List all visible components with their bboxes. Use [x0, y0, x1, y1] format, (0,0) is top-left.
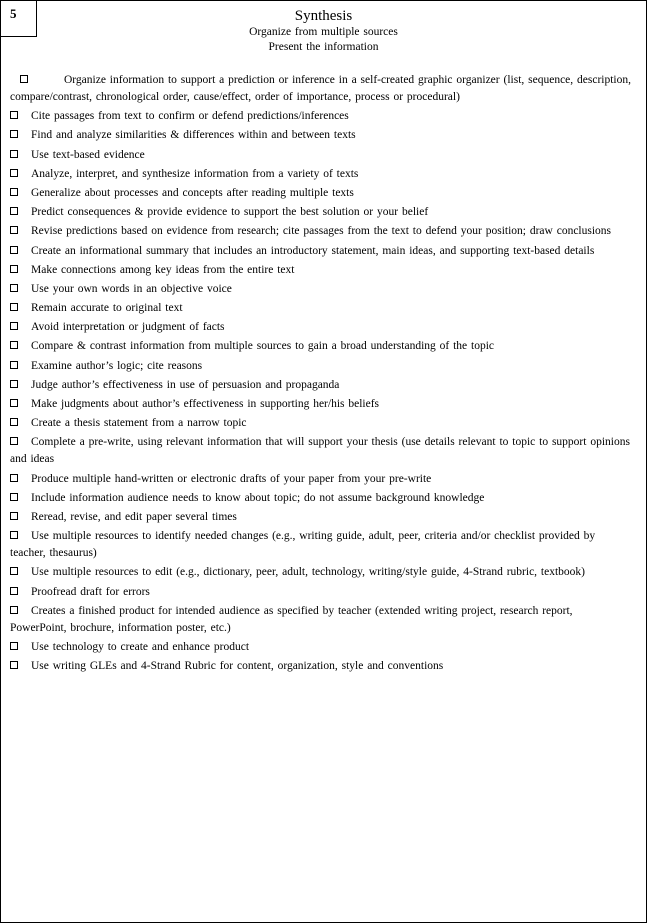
checkbox-icon[interactable] [10, 418, 18, 426]
checkbox-icon[interactable] [10, 322, 18, 330]
subtitle-1: Organize from multiple sources [249, 26, 398, 38]
checklist-item [10, 166, 632, 183]
checklist-item-text: Include information audience needs to know about topic; do not assume background knowledge [31, 491, 485, 504]
checklist-item-text: Revise predictions based on evidence from research; cite passages from the text to defend your position; draw conclusions [31, 225, 612, 238]
checklist-item [10, 490, 632, 507]
checklist-item-text: Make judgments about author’s effectiveness in supporting her/his beliefs [31, 398, 380, 410]
checklist-item-text: Examine author’s logic; cite reasons [31, 359, 203, 372]
checklist [10, 72, 632, 677]
checklist-item [10, 72, 632, 106]
checklist-item [10, 584, 632, 601]
checklist-item-text: Use technology to create and enhance product [31, 640, 250, 653]
checkbox-icon[interactable] [10, 380, 18, 388]
checklist-item [10, 147, 632, 164]
checkbox-icon[interactable] [10, 361, 18, 369]
checkbox-icon[interactable] [10, 246, 18, 254]
checklist-item [10, 281, 632, 298]
checklist-item [10, 223, 632, 240]
checklist-item-text: Organize information to support a prediction or inference in a self-created graphic organizer (list, sequence, description, compare/contrast, chronological order, cause/effect, order of importance, process or procedural) [10, 74, 631, 103]
checklist-item [10, 358, 632, 375]
checklist-item [10, 528, 632, 562]
checklist-item [10, 319, 632, 336]
checklist-item-text: Use your own words in an objective voice [31, 282, 232, 295]
page-title: Synthesis [294, 8, 353, 24]
checklist-item [10, 243, 632, 260]
checkbox-icon[interactable] [10, 284, 18, 292]
checkbox-icon[interactable] [10, 531, 18, 539]
checkbox-icon[interactable] [10, 661, 18, 669]
checklist-item-text: Find and analyze similarities & differences within and between texts [31, 129, 356, 142]
checklist-item-text: Analyze, interpret, and synthesize information from a variety of texts [31, 167, 359, 180]
checkbox-icon[interactable] [10, 188, 18, 196]
checklist-item [10, 434, 632, 468]
checkbox-icon[interactable] [10, 341, 18, 349]
checklist-item-text: Compare & contrast information from multiple sources to gain a broad understanding of the topic [31, 340, 495, 353]
checklist-item-text: Complete a pre-write, using relevant information that will support your thesis (use details relevant to topic to support opinions and ideas [10, 436, 630, 466]
page-number: 5 [1, 1, 37, 37]
checklist-item-text: Remain accurate to original text [31, 302, 183, 315]
checklist-item [10, 639, 632, 656]
checklist-item [10, 185, 632, 202]
checklist-item [10, 509, 632, 526]
checklist-item [10, 108, 632, 125]
subtitle-2: Present the information [268, 41, 379, 53]
checklist-item [10, 262, 632, 279]
checkbox-icon[interactable] [10, 587, 18, 595]
checklist-item-text: Judge author’s effectiveness in use of persuasion and propaganda [31, 378, 340, 391]
checklist-item [10, 396, 632, 413]
checkbox-icon[interactable] [10, 265, 18, 273]
checkbox-icon[interactable] [10, 437, 18, 445]
checklist-item [10, 204, 632, 221]
checklist-item [10, 415, 632, 432]
checklist-item-text: Create an informational summary that includes an introductory statement, main ideas, and supporting text-based details [31, 244, 595, 257]
checkbox-icon[interactable] [10, 606, 18, 614]
checkbox-icon[interactable] [10, 111, 18, 119]
checkbox-icon[interactable] [10, 474, 18, 482]
checkbox-icon[interactable] [10, 226, 18, 234]
checklist-item-text: Use multiple resources to edit (e.g., dictionary, peer, adult, technology, writing/style guide, 4-Strand rubric, textbook) [31, 566, 586, 579]
checklist-item-text: Predict consequences & provide evidence to support the best solution or your belief [31, 206, 429, 219]
checklist-item [10, 377, 632, 394]
checkbox-icon[interactable] [10, 169, 18, 177]
checklist-item-text: Proofread draft for errors [31, 585, 150, 598]
checklist-item-text: Use multiple resources to identify needed changes (e.g., writing guide, adult, peer, criteria and/or checklist provided by teacher, thesaurus) [10, 530, 596, 560]
checkbox-icon[interactable] [20, 75, 28, 83]
header [1, 7, 646, 55]
checklist-item [10, 564, 632, 581]
checklist-item-text: Produce multiple hand-written or electronic drafts of your paper from your pre-write [31, 472, 432, 485]
checklist-item [10, 603, 632, 637]
checkbox-icon[interactable] [10, 512, 18, 520]
checkbox-icon[interactable] [10, 567, 18, 575]
checkbox-icon[interactable] [10, 399, 18, 407]
checklist-item-text: Creates a finished product for intended audience as specified by teacher (extended writing project, research report, PowerPoint, brochure, information poster, etc.) [10, 604, 573, 634]
checkbox-icon[interactable] [10, 207, 18, 215]
checklist-item-text: Use writing GLEs and 4-Strand Rubric for content, organization, style and conventions [31, 660, 444, 673]
checklist-item-text: Cite passages from text to confirm or defend predictions/inferences [31, 110, 349, 123]
checklist-item-text: Avoid interpretation or judgment of facts [31, 321, 225, 334]
checklist-item-text: Reread, revise, and edit paper several times [31, 510, 237, 523]
checkbox-icon[interactable] [10, 642, 18, 650]
checklist-item [10, 471, 632, 488]
checkbox-icon[interactable] [10, 493, 18, 501]
checklist-item [10, 127, 632, 144]
checklist-item [10, 338, 632, 355]
checkbox-icon[interactable] [10, 150, 18, 158]
checklist-item-text: Generalize about processes and concepts after reading multiple texts [31, 186, 354, 199]
checklist-item [10, 658, 632, 675]
checkbox-icon[interactable] [10, 303, 18, 311]
checklist-item-text: Create a thesis statement from a narrow topic [31, 417, 247, 430]
checkbox-icon[interactable] [10, 130, 18, 138]
checklist-item-text: Use text-based evidence [31, 148, 145, 161]
checklist-item [10, 300, 632, 317]
checklist-item-text: Make connections among key ideas from the entire text [31, 263, 295, 276]
